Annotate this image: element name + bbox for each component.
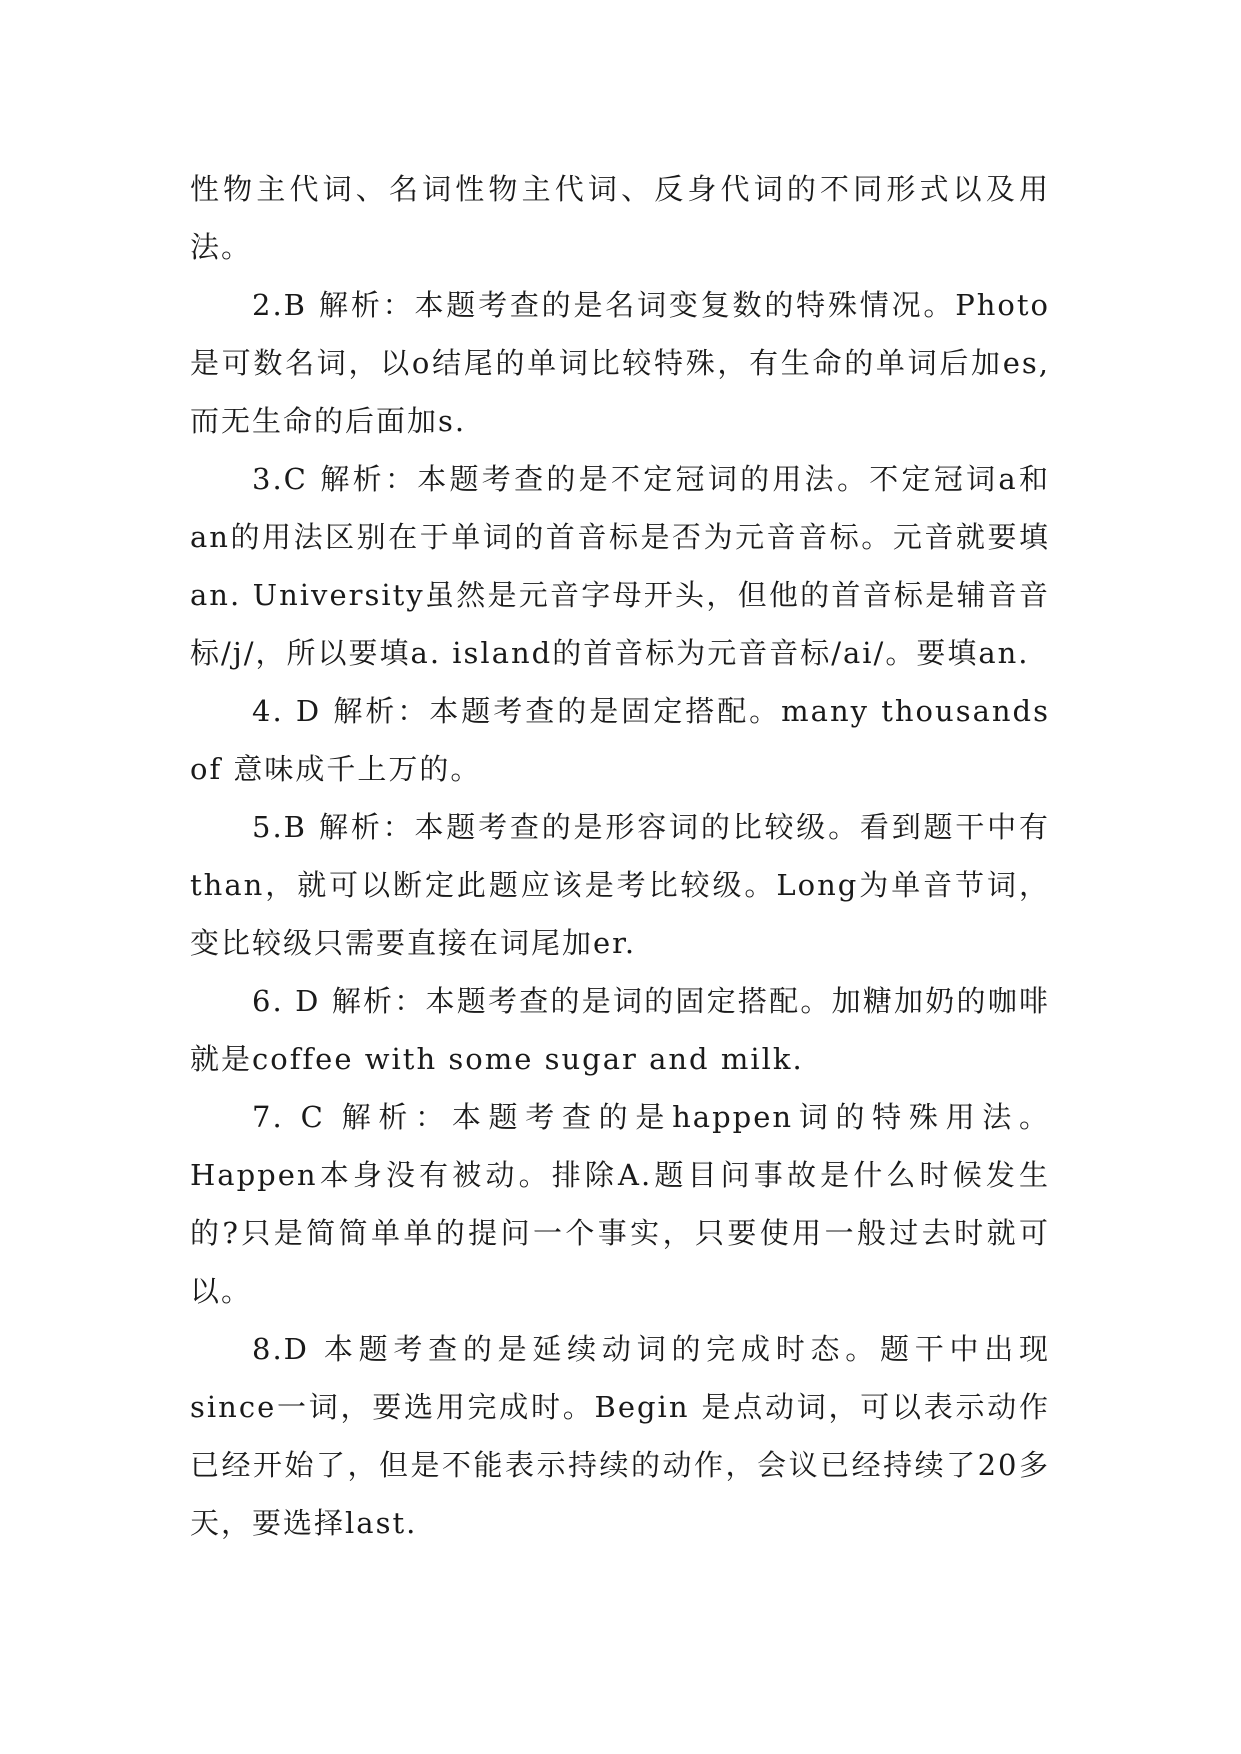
answer-explanation-8: 8.D 本题考查的是延续动词的完成时态。题干中出现since一词，要选用完成时。Begin 是点动词，可以表示动作已经开始了，但是不能表示持续的动作，会议已经持续了20多天，要选择last.: [190, 1332, 1050, 1540]
answer-explanation-5: 5.B 解析：本题考查的是形容词的比较级。看到题干中有than，就可以断定此题应该是考比较级。Long为单音节词，变比较级只需要直接在词尾加er.: [190, 810, 1050, 960]
document-body: [190, 160, 1050, 1552]
answer-explanation-7: 7. C 解析：本题考查的是happen词的特殊用法。Happen本身没有被动。排除A.题目问事故是什么时候发生的?只是简简单单的提问一个事实，只要使用一般过去时就可以。: [190, 1100, 1050, 1308]
answer-explanation-3: 3.C 解析：本题考查的是不定冠词的用法。不定冠词a和an的用法区别在于单词的首音标是否为元音音标。元音就要填an. University虽然是元音字母开头，但他的首音标是辅音音标/j/，所以要填a. island的首音标为元音音标/ai/。要填an.: [190, 462, 1050, 670]
paragraph-continuation: 性物主代词、名词性物主代词、反身代词的不同形式以及用法。: [190, 172, 1050, 264]
answer-explanation-4: 4. D 解析：本题考查的是固定搭配。many thousands of 意味成千上万的。: [190, 694, 1050, 786]
answer-explanation-6: 6. D 解析：本题考查的是词的固定搭配。加糖加奶的咖啡就是coffee with some sugar and milk.: [190, 984, 1050, 1076]
answer-explanation-2: 2.B 解析：本题考查的是名词变复数的特殊情况。Photo是可数名词，以o结尾的单词比较特殊，有生命的单词后加es,而无生命的后面加s.: [190, 288, 1050, 438]
